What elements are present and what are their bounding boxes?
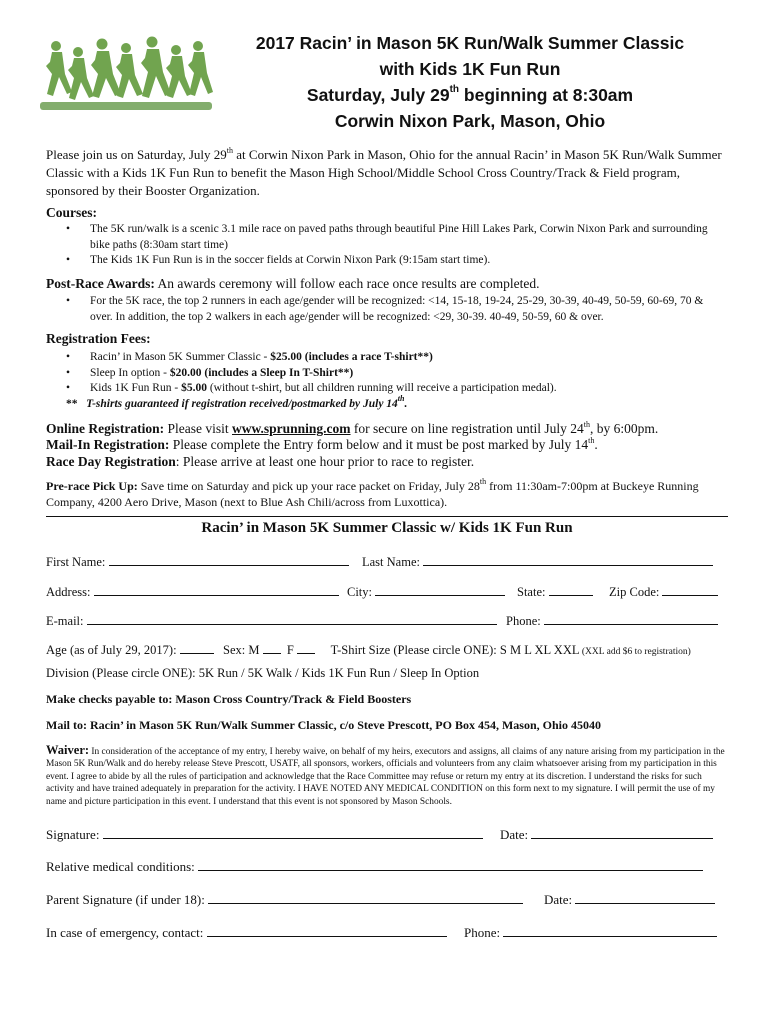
sex-f-field[interactable] <box>297 641 315 654</box>
awards-list <box>66 294 716 325</box>
mail-registration: Mail-In Registration: Please complete the Entry form below and it must be post marked by July 14th. <box>46 435 598 452</box>
age-field[interactable] <box>180 641 214 654</box>
fees-heading: Registration Fees: <box>46 331 151 346</box>
parent-date-field[interactable]: Date: <box>544 891 715 908</box>
division-row[interactable]: Division (Please circle ONE): 5K Run / 5K Walk / Kids 1K Fun Run / Sleep In Option <box>46 666 480 680</box>
emergency-contact-field[interactable]: In case of emergency, contact: <box>46 924 447 941</box>
list-item: • The 5K run/walk is a scenic 3.1 mile race on paved paths through beautiful Pine Hill Lakes Park, Corwin Nixon Park and surrounding bike paths (8:30am start time) <box>66 222 716 253</box>
header-line-3: Saturday, July 29th beginning at 8:30am <box>306 84 634 105</box>
header-line-1: 2017 Racin’ in Mason 5K Run/Walk Summer Classic <box>255 33 685 53</box>
list-item: • Sleep In option - $20.00 (includes a Sleep In T-Shirt**) <box>66 366 716 382</box>
city-field[interactable]: City: <box>347 583 505 600</box>
runners-logo <box>36 36 216 122</box>
signature-date-field[interactable]: Date: <box>500 826 713 843</box>
awards-line: Post-Race Awards: An awards ceremony will follow each race once results are completed. <box>46 276 540 291</box>
medical-conditions-field[interactable]: Relative medical conditions: <box>46 858 703 875</box>
list-item: • For the 5K race, the top 2 runners in each age/gender will be recognized: <14, 15-18, 19-24, 25-29, 30-39, 40-49, 50-59, 60-69, 70 & over. In addition, the top 2 walkers in each age/gender will be recognized: <29, 30-39. 40-49, 50-59, 60 & over. <box>66 294 716 325</box>
parent-signature-field[interactable]: Parent Signature (if under 18): <box>46 891 523 908</box>
registration-link[interactable]: www.sprunning.com <box>232 421 351 436</box>
fees-list <box>66 350 716 397</box>
last-name-field[interactable]: Last Name: <box>362 553 713 570</box>
tshirt-note: ** T-shirts guaranteed if registration received/postmarked by July 14th. <box>66 394 408 410</box>
checks-payable: Make checks payable to: Mason Cross Country/Track & Field Boosters <box>46 692 412 706</box>
list-item: • The Kids 1K Fun Run is in the soccer fields at Corwin Nixon Park (9:15am start time). <box>66 253 716 269</box>
race-day-registration: Race Day Registration: Please arrive at least one hour prior to race to register. <box>46 454 475 469</box>
address-field[interactable]: Address: <box>46 583 339 600</box>
courses-heading: Courses: <box>46 205 97 220</box>
online-registration: Online Registration: Please visit www.sprunning.com for secure on line registration until July 24th, by 6:00pm. <box>46 419 659 436</box>
mail-to-address: Mail to: Racin’ in Mason 5K Run/Walk Summer Classic, c/o Steve Prescott, PO Box 454, Mason, Ohio 45040 <box>46 718 601 732</box>
age-sex-tshirt-row: Age (as of July 29, 2017): Sex: M F T-Shirt Size (Please circle ONE): S M L XL XXL (XXL add $6 to registration) <box>46 643 691 657</box>
emergency-phone-field[interactable]: Phone: <box>464 924 717 941</box>
pickup-paragraph: Pre-race Pick Up: Save time on Saturday and pick up your race packet on Friday, July 28th from 11:30am-7:00pm at Buckeye Running Company, 4200 Aero Drive, Mason (next to Blue Ash Chili/across from Luxottica). <box>46 477 699 509</box>
email-field[interactable]: E-mail: <box>46 612 497 629</box>
section-divider <box>46 516 728 517</box>
intro-paragraph: Please join us on Saturday, July 29th at Corwin Nixon Park in Mason, Ohio for the annual Racin’ in Mason 5K Run/Walk Summer Classic with a Kids 1K Fun Run to benefit the Mason High School/Middle School Cross Country/Track & Field program, sponsored by their Booster Organization. <box>46 145 722 198</box>
zip-field[interactable]: Zip Code: <box>609 583 718 600</box>
courses-list <box>66 222 716 269</box>
form-title: Racin’ in Mason 5K Summer Classic w/ Kids 1K Fun Run <box>201 520 573 536</box>
state-field[interactable]: State: <box>517 583 593 600</box>
sex-m-field[interactable] <box>263 641 281 654</box>
header-line-2: with Kids 1K Fun Run <box>379 59 561 79</box>
header-line-4: Corwin Nixon Park, Mason, Ohio <box>334 111 606 131</box>
list-item: • Racin’ in Mason 5K Summer Classic - $25.00 (includes a race T-shirt**) <box>66 350 716 366</box>
list-item: • Kids 1K Fun Run - $5.00 (without t-shirt, but all children running will receive a participation medal). <box>66 381 716 397</box>
waiver-paragraph: Waiver: In consideration of the acceptance of my entry, I hereby waive, on behalf of my heirs, executors and assigns, all claims of any nature arising from my participation in the Mason 5K Run/Walk and do hereby release Steve Prescott, USATF, all sponsors, workers, officials and volunteers from any claim whatsoever arising from my participation in this event. I agree to abide by all the rules of participation and acknowledge that the Race Committee may refuse or return my entry at its discretion. I understand the risks for such activity and have trained adequately in preparation for the activity. I HAVE NOTED ANY MEDICAL CONDITION on this form next to my signature. I will permit the use of my name and picture participation in this event. I understand that this event is not sponsored by Mason Schools. <box>46 743 725 807</box>
signature-field[interactable]: Signature: <box>46 826 483 843</box>
first-name-field[interactable]: First Name: <box>46 553 349 570</box>
phone-field[interactable]: Phone: <box>506 612 718 629</box>
